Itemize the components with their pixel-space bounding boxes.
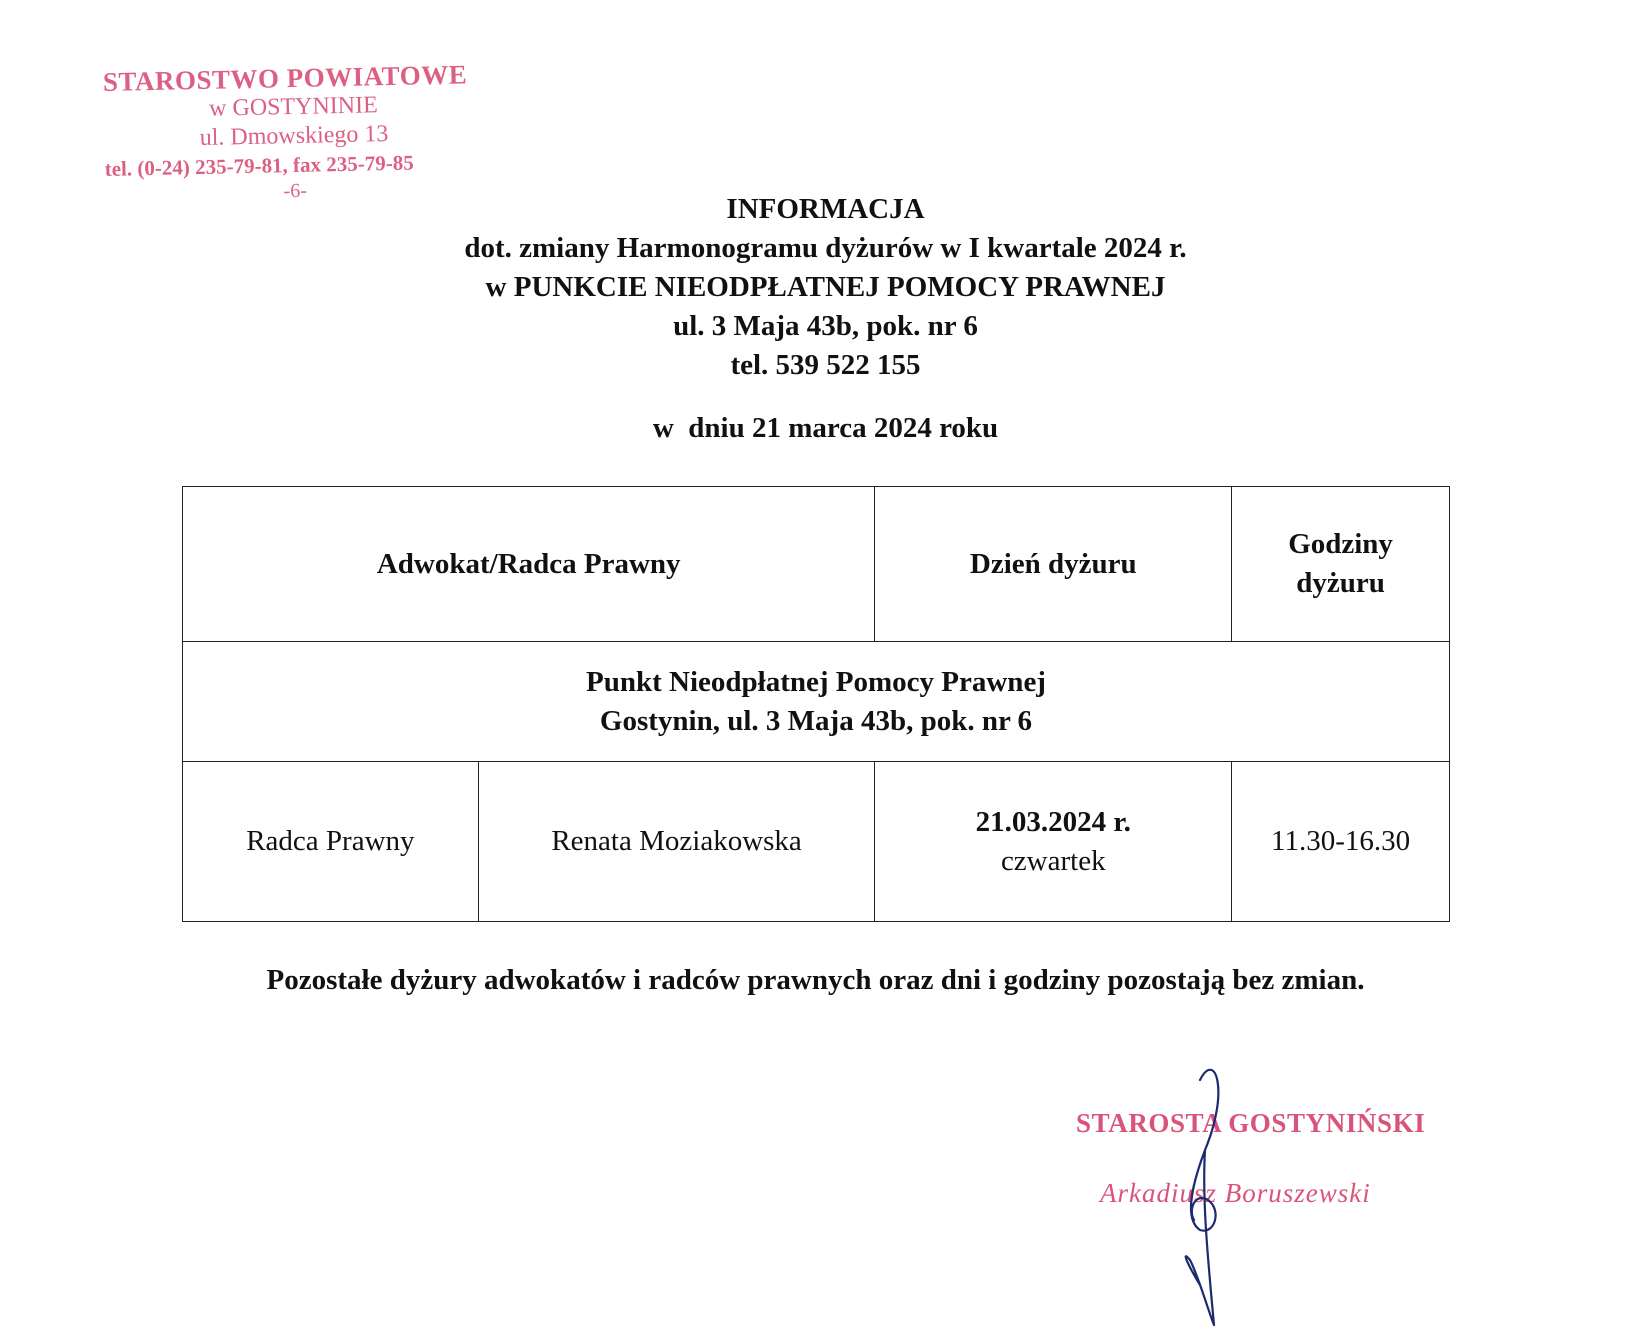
signatory-name: Arkadiusz Boruszewski (1100, 1178, 1371, 1208)
duty-weekday: czwartek (1000, 844, 1106, 877)
stamp-title: STAROSTWO POWIATOWE (102, 59, 468, 97)
table-place-row (183, 642, 1450, 762)
office-phone: tel. 539 522 155 (730, 349, 921, 381)
place-name: Punkt Nieodpłatnej Pomocy Prawnej (586, 665, 1046, 698)
cell-hours: 11.30-16.30 (1232, 762, 1450, 922)
signatory-title: STAROSTA GOSTYNIŃSKI (1076, 1108, 1426, 1138)
place-cell (183, 642, 1450, 762)
cell-role: Radca Prawny (183, 762, 479, 922)
stamp-phone: tel. (0-24) 235-79-81, fax 235-79-85 (104, 150, 414, 181)
duty-date: 21.03.2024 r. (975, 805, 1131, 838)
duty-schedule-table (182, 486, 1450, 922)
stamp-street: ul. Dmowskiego 13 (199, 121, 389, 151)
date-line: w dniu 21 marca 2024 roku (652, 412, 999, 444)
office-address: ul. 3 Maja 43b, pok. nr 6 (673, 310, 978, 342)
column-header-hours (1232, 487, 1450, 642)
closing-note: Pozostałe dyżury adwokatów i radców prawnych oraz dni i godziny pozostają bez zmian. (266, 964, 1365, 996)
table-row (183, 762, 1450, 922)
column-header-hours-line1: Godziny (1288, 528, 1393, 560)
stamp-number: -6- (283, 179, 308, 203)
office-name: w PUNKCIE NIEODPŁATNEJ POMOCY PRAWNEJ (485, 271, 1166, 303)
office-stamp (103, 60, 486, 206)
document-header (0, 190, 1651, 448)
column-header-lawyer: Adwokat/Radca Prawny (183, 487, 875, 642)
place-address: Gostynin, ul. 3 Maja 43b, pok. nr 6 (599, 704, 1033, 737)
document-title: INFORMACJA (726, 193, 925, 225)
cell-date (875, 762, 1232, 922)
column-header-day: Dzień dyżuru (875, 487, 1232, 642)
handwritten-signature (1160, 1060, 1280, 1330)
column-header-hours-line2: dyżuru (1296, 567, 1385, 599)
stamp-city: w GOSTYNINIE (208, 92, 379, 122)
table-header-row (183, 487, 1450, 642)
cell-name: Renata Moziakowska (478, 762, 875, 922)
subject-line: dot. zmiany Harmonogramu dyżurów w I kwartale 2024 r. (464, 232, 1187, 264)
